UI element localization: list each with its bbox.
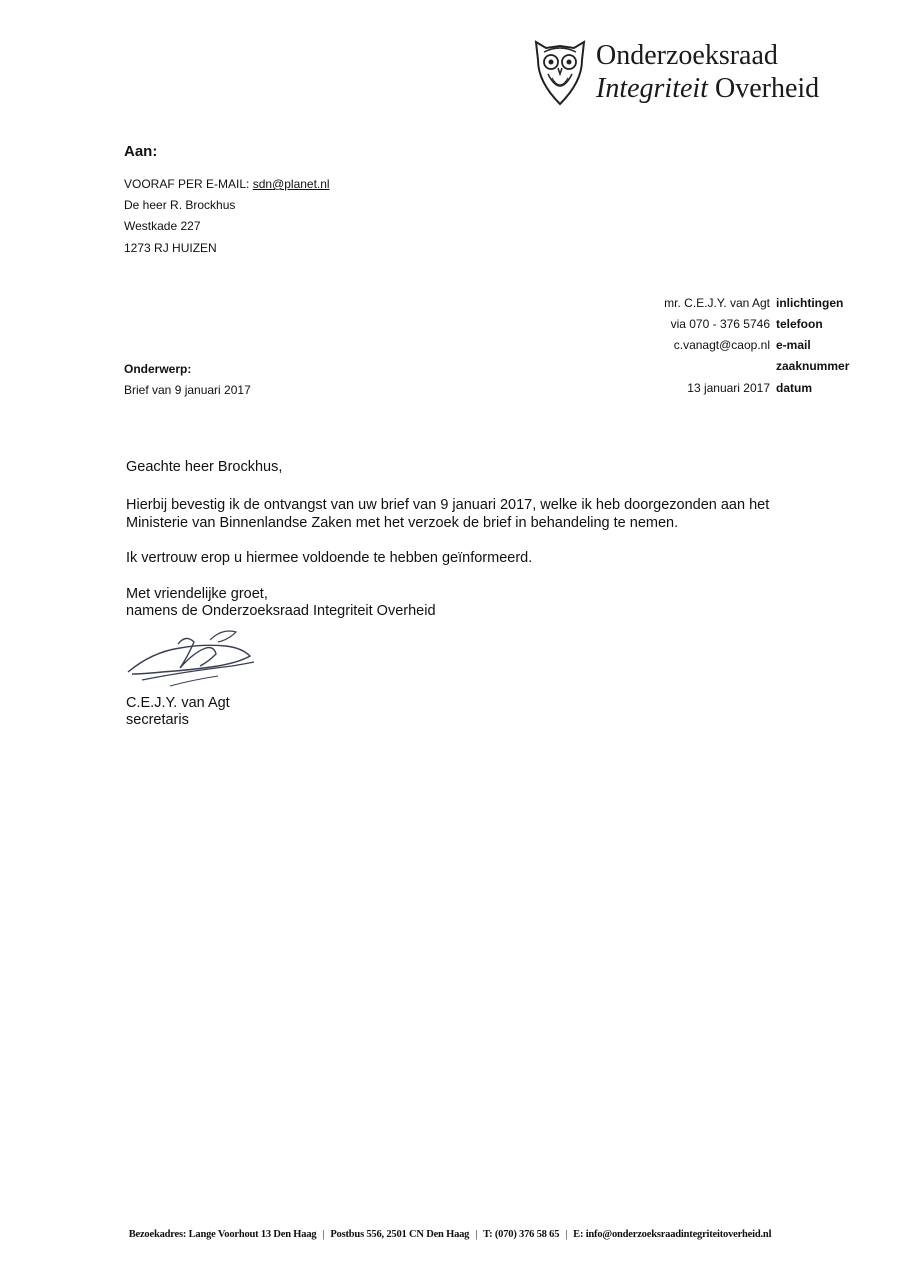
- meta-date-value: 13 januari 2017: [687, 381, 770, 395]
- recipient-name: De heer R. Brockhus: [124, 198, 236, 212]
- paragraph-2: Ik vertrouw erop u hiermee voldoende te hebben geïnformeerd.: [126, 550, 533, 566]
- advance-email-line: [124, 176, 330, 192]
- footer-postbus: Postbus 556, 2501 CN Den Haag: [330, 1229, 470, 1240]
- recipient-street: Westkade 227: [124, 219, 201, 233]
- meta-date-label: datum: [776, 381, 812, 395]
- closing-line-2: namens de Onderzoeksraad Integriteit Overheid: [126, 603, 436, 619]
- footer-phone: T: (070) 376 58 65: [483, 1229, 560, 1240]
- subject-value: Brief van 9 januari 2017: [124, 383, 251, 397]
- closing-line-1: Met vriendelijke groet,: [126, 586, 268, 602]
- paragraph-1-line-2: Ministerie van Binnenlandse Zaken met het verzoek de brief in behandeling te nemen.: [126, 515, 679, 531]
- footer-separator: |: [475, 1229, 478, 1240]
- recipient-city: 1273 RJ HUIZEN: [124, 241, 217, 255]
- subject-label: Onderwerp:: [124, 362, 192, 376]
- meta-phone-value: via 070 - 376 5746: [670, 317, 770, 331]
- handwritten-signature: [122, 622, 262, 694]
- signer-title: secretaris: [126, 712, 189, 728]
- recipient-email-link[interactable]: sdn@planet.nl: [252, 177, 330, 191]
- footer-separator: |: [565, 1229, 568, 1240]
- org-name-line2: [596, 73, 819, 105]
- footer-email[interactable]: E: info@onderzoeksraadintegriteitoverheid.nl: [573, 1229, 772, 1240]
- footer-visit-address: Bezoekadres: Lange Voorhout 13 Den Haag: [128, 1229, 317, 1240]
- paragraph-1-line-1: Hierbij bevestig ik de ontvangst van uw brief van 9 januari 2017, welke ik heb doorgezonden aan het: [126, 497, 770, 513]
- org-name-italic: Integriteit: [596, 73, 708, 104]
- meta-contact-label: inlichtingen: [776, 296, 844, 310]
- meta-contact-value: mr. C.E.J.Y. van Agt: [664, 296, 770, 310]
- signer-name: C.E.J.Y. van Agt: [126, 695, 230, 711]
- footer-separator: |: [322, 1229, 325, 1240]
- footer: [0, 1229, 900, 1240]
- advance-prefix: VOORAF PER E-MAIL:: [124, 177, 253, 191]
- salutation: Geachte heer Brockhus,: [126, 459, 283, 475]
- meta-phone-label: telefoon: [776, 317, 823, 331]
- org-name-line1: Onderzoeksraad: [596, 40, 778, 71]
- meta-email-value: c.vanagt@caop.nl: [673, 338, 770, 352]
- meta-case-label: zaaknummer: [776, 359, 850, 373]
- org-name-rest: Overheid: [707, 73, 820, 104]
- recipient-heading: Aan:: [124, 143, 158, 160]
- owl-logo-icon: [532, 38, 588, 106]
- meta-email-label: e-mail: [776, 338, 811, 352]
